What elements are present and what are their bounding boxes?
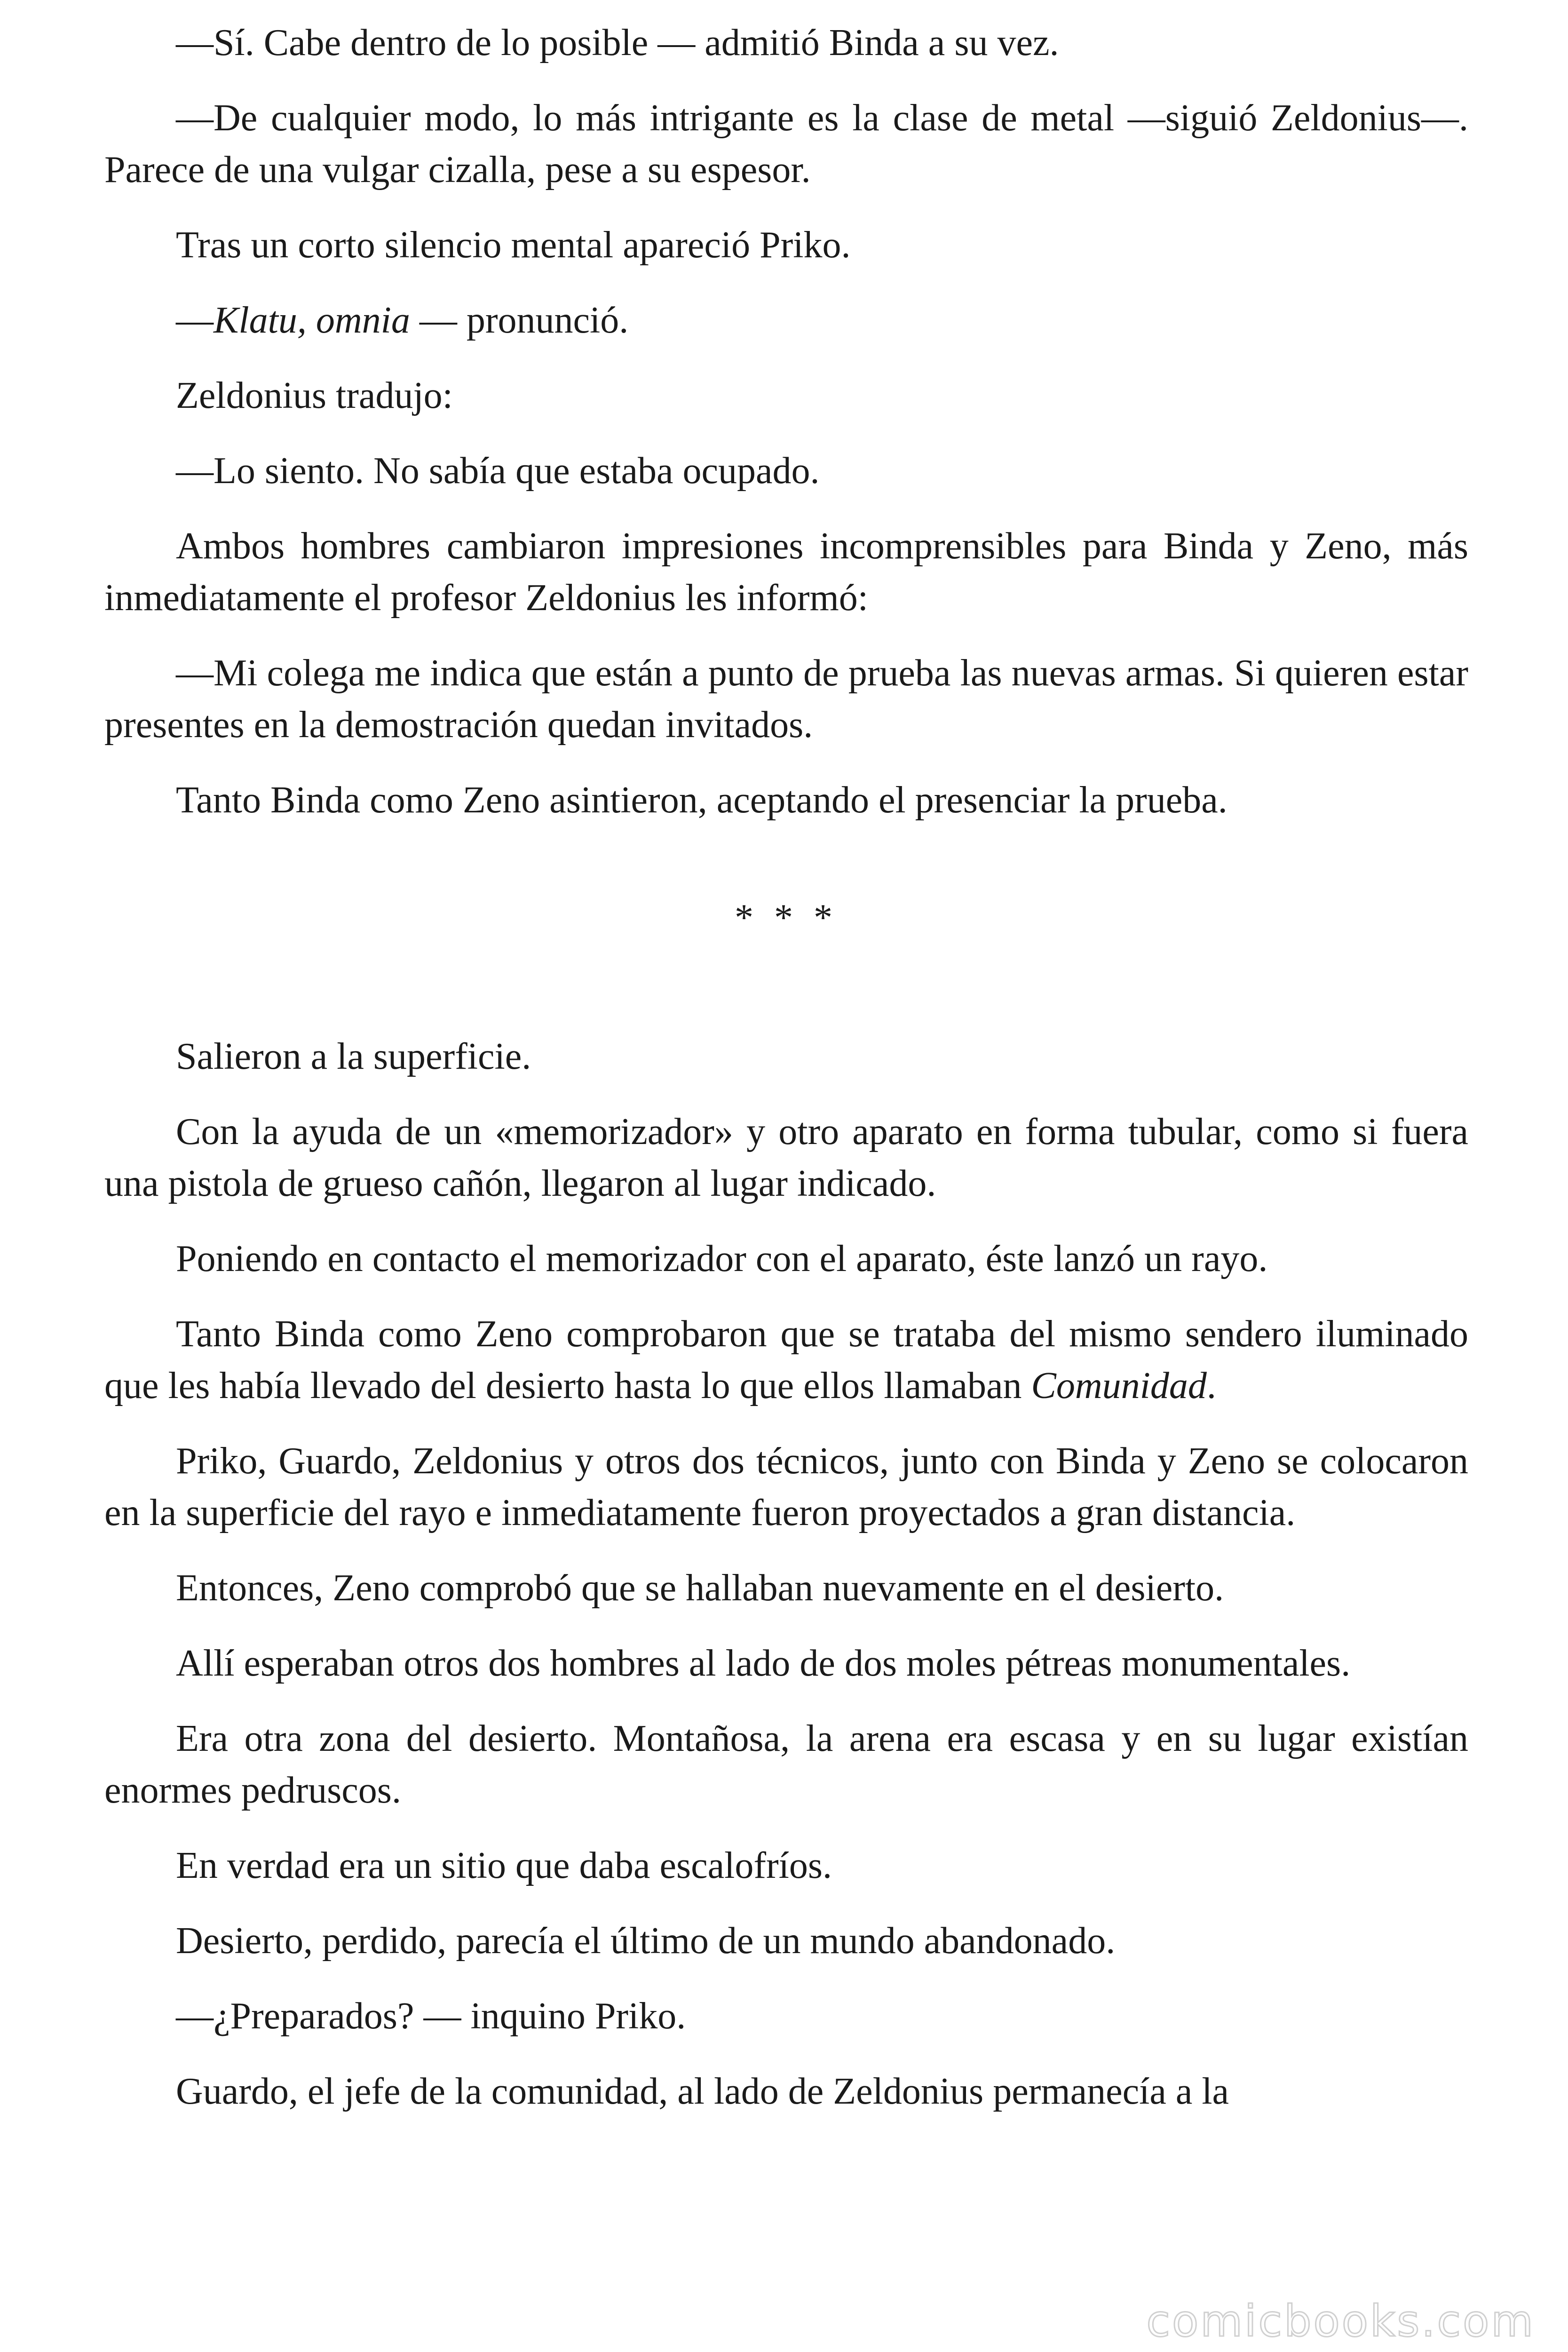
text-column bbox=[104, 17, 1468, 2141]
paragraph: Priko, Guardo, Zeldonius y otros dos técnicos, junto con Binda y Zeno se colocaron en la superficie del rayo e inmediatamente fueron proyectados a gran distancia. bbox=[104, 1440, 1468, 1534]
paragraph: —Lo siento. No sabía que estaba ocupado. bbox=[176, 450, 820, 492]
paragraph: Era otra zona del desierto. Montañosa, la arena era escasa y en su lugar existían enormes pedruscos. bbox=[104, 1718, 1468, 1811]
italic-word: Comunidad bbox=[1031, 1365, 1207, 1406]
section-separator: * * * bbox=[735, 897, 838, 938]
paragraph-text: Tanto Binda como Zeno comprobaron que se trataba del mismo sendero iluminado que les había llevado del desierto hasta lo que ellos llamaban bbox=[104, 1313, 1468, 1406]
paragraph: —Sí. Cabe dentro de lo posible — admitió Binda a su vez. bbox=[176, 22, 1059, 64]
watermark-logo: comicbooks.com bbox=[1146, 2296, 1535, 2346]
paragraph-rest: — pronunció. bbox=[410, 300, 629, 341]
paragraph: Zeldonius tradujo: bbox=[176, 375, 453, 416]
paragraph: —De cualquier modo, lo más intrigante es la clase de metal —siguió Zeldonius—. Parece de una vulgar cizalla, pese a su espesor. bbox=[104, 97, 1468, 191]
paragraph: Ambos hombres cambiaron impresiones incomprensibles para Binda y Zeno, más inmediatamente el profesor Zeldonius les informó: bbox=[104, 525, 1468, 619]
paragraph: Salieron a la superficie. bbox=[176, 1036, 531, 1077]
paragraph-end: . bbox=[1206, 1365, 1216, 1406]
paragraph: Tras un corto silencio mental apareció Priko. bbox=[176, 224, 851, 266]
paragraph: Allí esperaban otros dos hombres al lado de dos moles pétreas monumentales. bbox=[176, 1643, 1351, 1684]
paragraph: —Mi colega me indica que están a punto de prueba las nuevas armas. Si quieren estar presentes en la demostración quedan invitados. bbox=[104, 652, 1468, 746]
paragraph: Desierto, perdido, parecía el último de un mundo abandonado. bbox=[176, 1920, 1116, 1962]
paragraph: En verdad era un sitio que daba escalofríos. bbox=[176, 1845, 832, 1886]
paragraph: —¿Preparados? — inquino Priko. bbox=[176, 1995, 686, 2037]
italic-phrase: Klatu, omnia bbox=[214, 300, 410, 341]
paragraph: Entonces, Zeno comprobó que se hallaban nuevamente en el desierto. bbox=[176, 1567, 1224, 1609]
paragraph-klatu bbox=[104, 294, 1468, 346]
paragraph: Tanto Binda como Zeno asintieron, aceptando el presenciar la prueba. bbox=[176, 779, 1227, 821]
paragraph: Poniendo en contacto el memorizador con el aparato, éste lanzó un rayo. bbox=[176, 1238, 1268, 1279]
dash: — bbox=[176, 300, 214, 341]
paragraph-comunidad bbox=[104, 1308, 1468, 1412]
paragraph: Con la ayuda de un «memorizador» y otro aparato en forma tubular, como si fuera una pistola de grueso cañón, llegaron al lugar indicado. bbox=[104, 1111, 1468, 1204]
paragraph-cut-off: Guardo, el jefe de la comunidad, al lado de Zeldonius permanecía a la bbox=[176, 2071, 1229, 2112]
